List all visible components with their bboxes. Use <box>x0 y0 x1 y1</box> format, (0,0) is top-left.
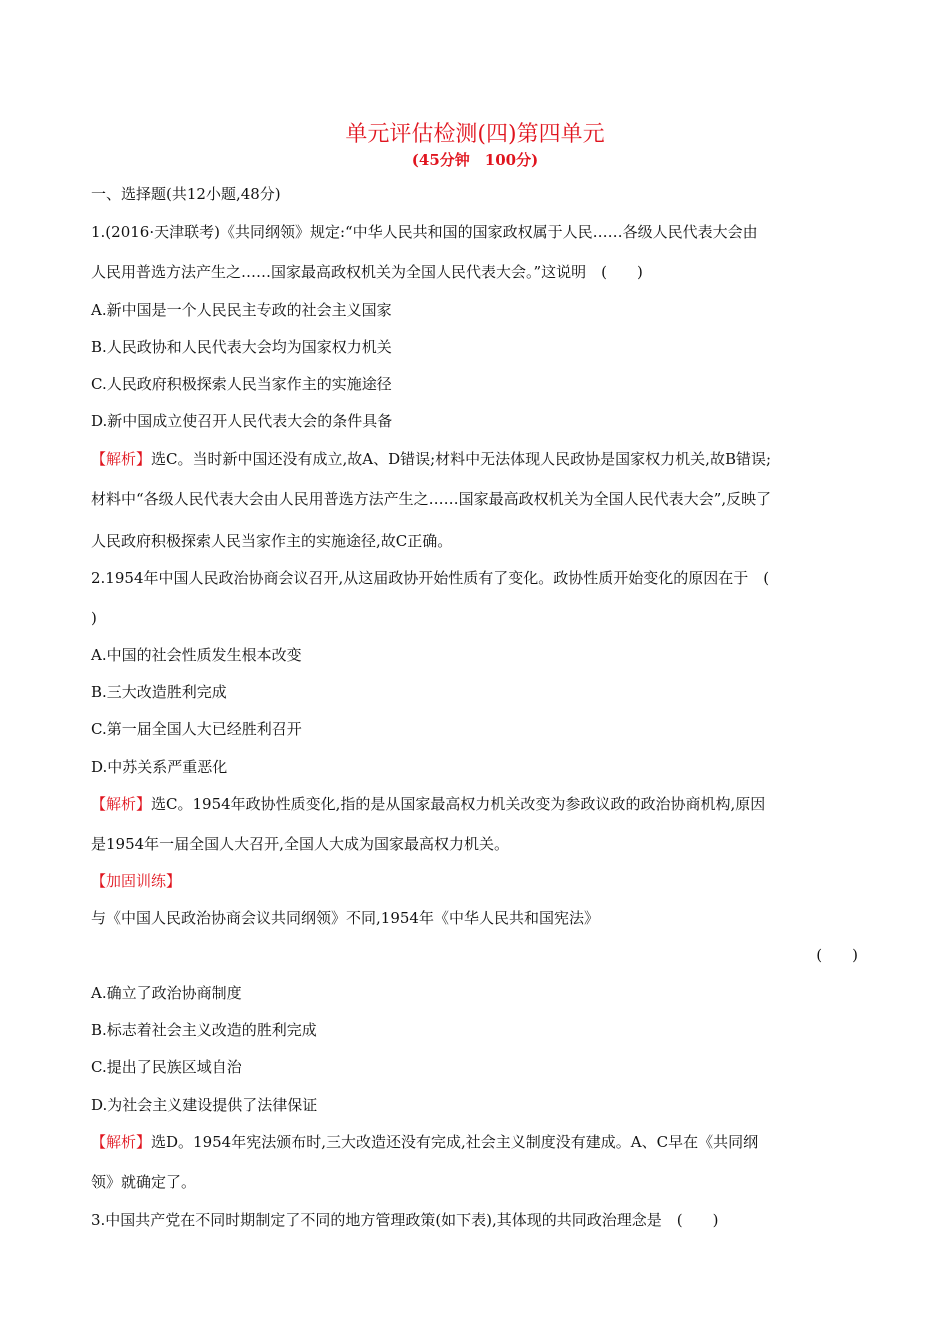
q2-option-d: D.中苏关系严重恶化 <box>91 758 228 776</box>
page-title: 单元评估检测(四)第四单元 <box>345 122 605 147</box>
analysis-tag: 【解析】 <box>91 1133 152 1151</box>
drill-tag: 【加固训练】 <box>91 872 182 890</box>
drill-analysis-text: 选D。1954年宪法颁布时,三大改造还没有完成,社会主义制度没有建成。A、C早在《共同纲 <box>151 1133 759 1151</box>
q2-analysis-line2: 是1954年一届全国人大召开,全国人大成为国家最高权力机关。 <box>91 835 509 853</box>
drill-analysis-line2: 领》就确定了。 <box>91 1173 197 1191</box>
drill-analysis-line1 <box>91 1131 871 1153</box>
q1-analysis-line1 <box>91 448 871 470</box>
drill-stem-line1: 与《中国人民政治协商会议共同纲领》不同,1954年《中华人民共和国宪法》 <box>91 909 599 927</box>
q1-analysis-line3: 人民政府积极探索人民当家作主的实施途径,故C正确。 <box>91 532 453 550</box>
drill-paren: ( ) <box>816 946 858 964</box>
q2-option-c: C.第一届全国人大已经胜利召开 <box>91 720 302 738</box>
drill-option-d: D.为社会主义建设提供了法律保证 <box>91 1096 318 1114</box>
page-subtitle: (45分钟 100分) <box>411 151 539 169</box>
q1-option-b: B.人民政协和人民代表大会均为国家权力机关 <box>91 338 392 356</box>
q1-option-a: A.新中国是一个人民民主专政的社会主义国家 <box>91 301 392 319</box>
analysis-tag: 【解析】 <box>91 795 152 813</box>
q2-analysis-line1 <box>91 793 871 815</box>
q1-stem-line1: 1.(2016·天津联考)《共同纲领》规定:“中华人民共和国的国家政权属于人民……各级人民代表大会由 <box>91 223 758 241</box>
q1-option-c: C.人民政府积极探索人民当家作主的实施途径 <box>91 375 392 393</box>
drill-option-b: B.标志着社会主义改造的胜利完成 <box>91 1021 317 1039</box>
q2-stem-line1: 2.1954年中国人民政治协商会议召开,从这届政协开始性质有了变化。政协性质开始变化的原因在于 ( <box>91 569 770 587</box>
q3-stem-line1: 3.中国共产党在不同时期制定了不同的地方管理政策(如下表),其体现的共同政治理念是 ( ) <box>91 1211 719 1229</box>
q1-analysis-text: 选C。当时新中国还没有成立,故A、D错误;材料中无法体现人民政协是国家权力机关,故B错误; <box>151 450 772 468</box>
q2-option-b: B.三大改造胜利完成 <box>91 683 227 701</box>
drill-option-a: A.确立了政治协商制度 <box>91 984 242 1002</box>
drill-option-c: C.提出了民族区域自治 <box>91 1058 242 1076</box>
q1-option-d: D.新中国成立使召开人民代表大会的条件具备 <box>91 412 393 430</box>
q1-analysis-line2: 材料中“各级人民代表大会由人民用普选方法产生之……国家最高政权机关为全国人民代表大会”,反映了 <box>91 490 772 508</box>
analysis-tag: 【解析】 <box>91 450 152 468</box>
section-heading: 一、选择题(共12小题,48分) <box>91 185 281 203</box>
q1-stem-line2: 人民用普选方法产生之……国家最高政权机关为全国人民代表大会。”这说明 ( ) <box>91 263 643 281</box>
q2-analysis-text: 选C。1954年政协性质变化,指的是从国家最高权力机关改变为参政议政的政治协商机构,原因 <box>151 795 766 813</box>
q2-stem-line2: ) <box>91 609 97 627</box>
q2-option-a: A.中国的社会性质发生根本改变 <box>91 646 302 664</box>
